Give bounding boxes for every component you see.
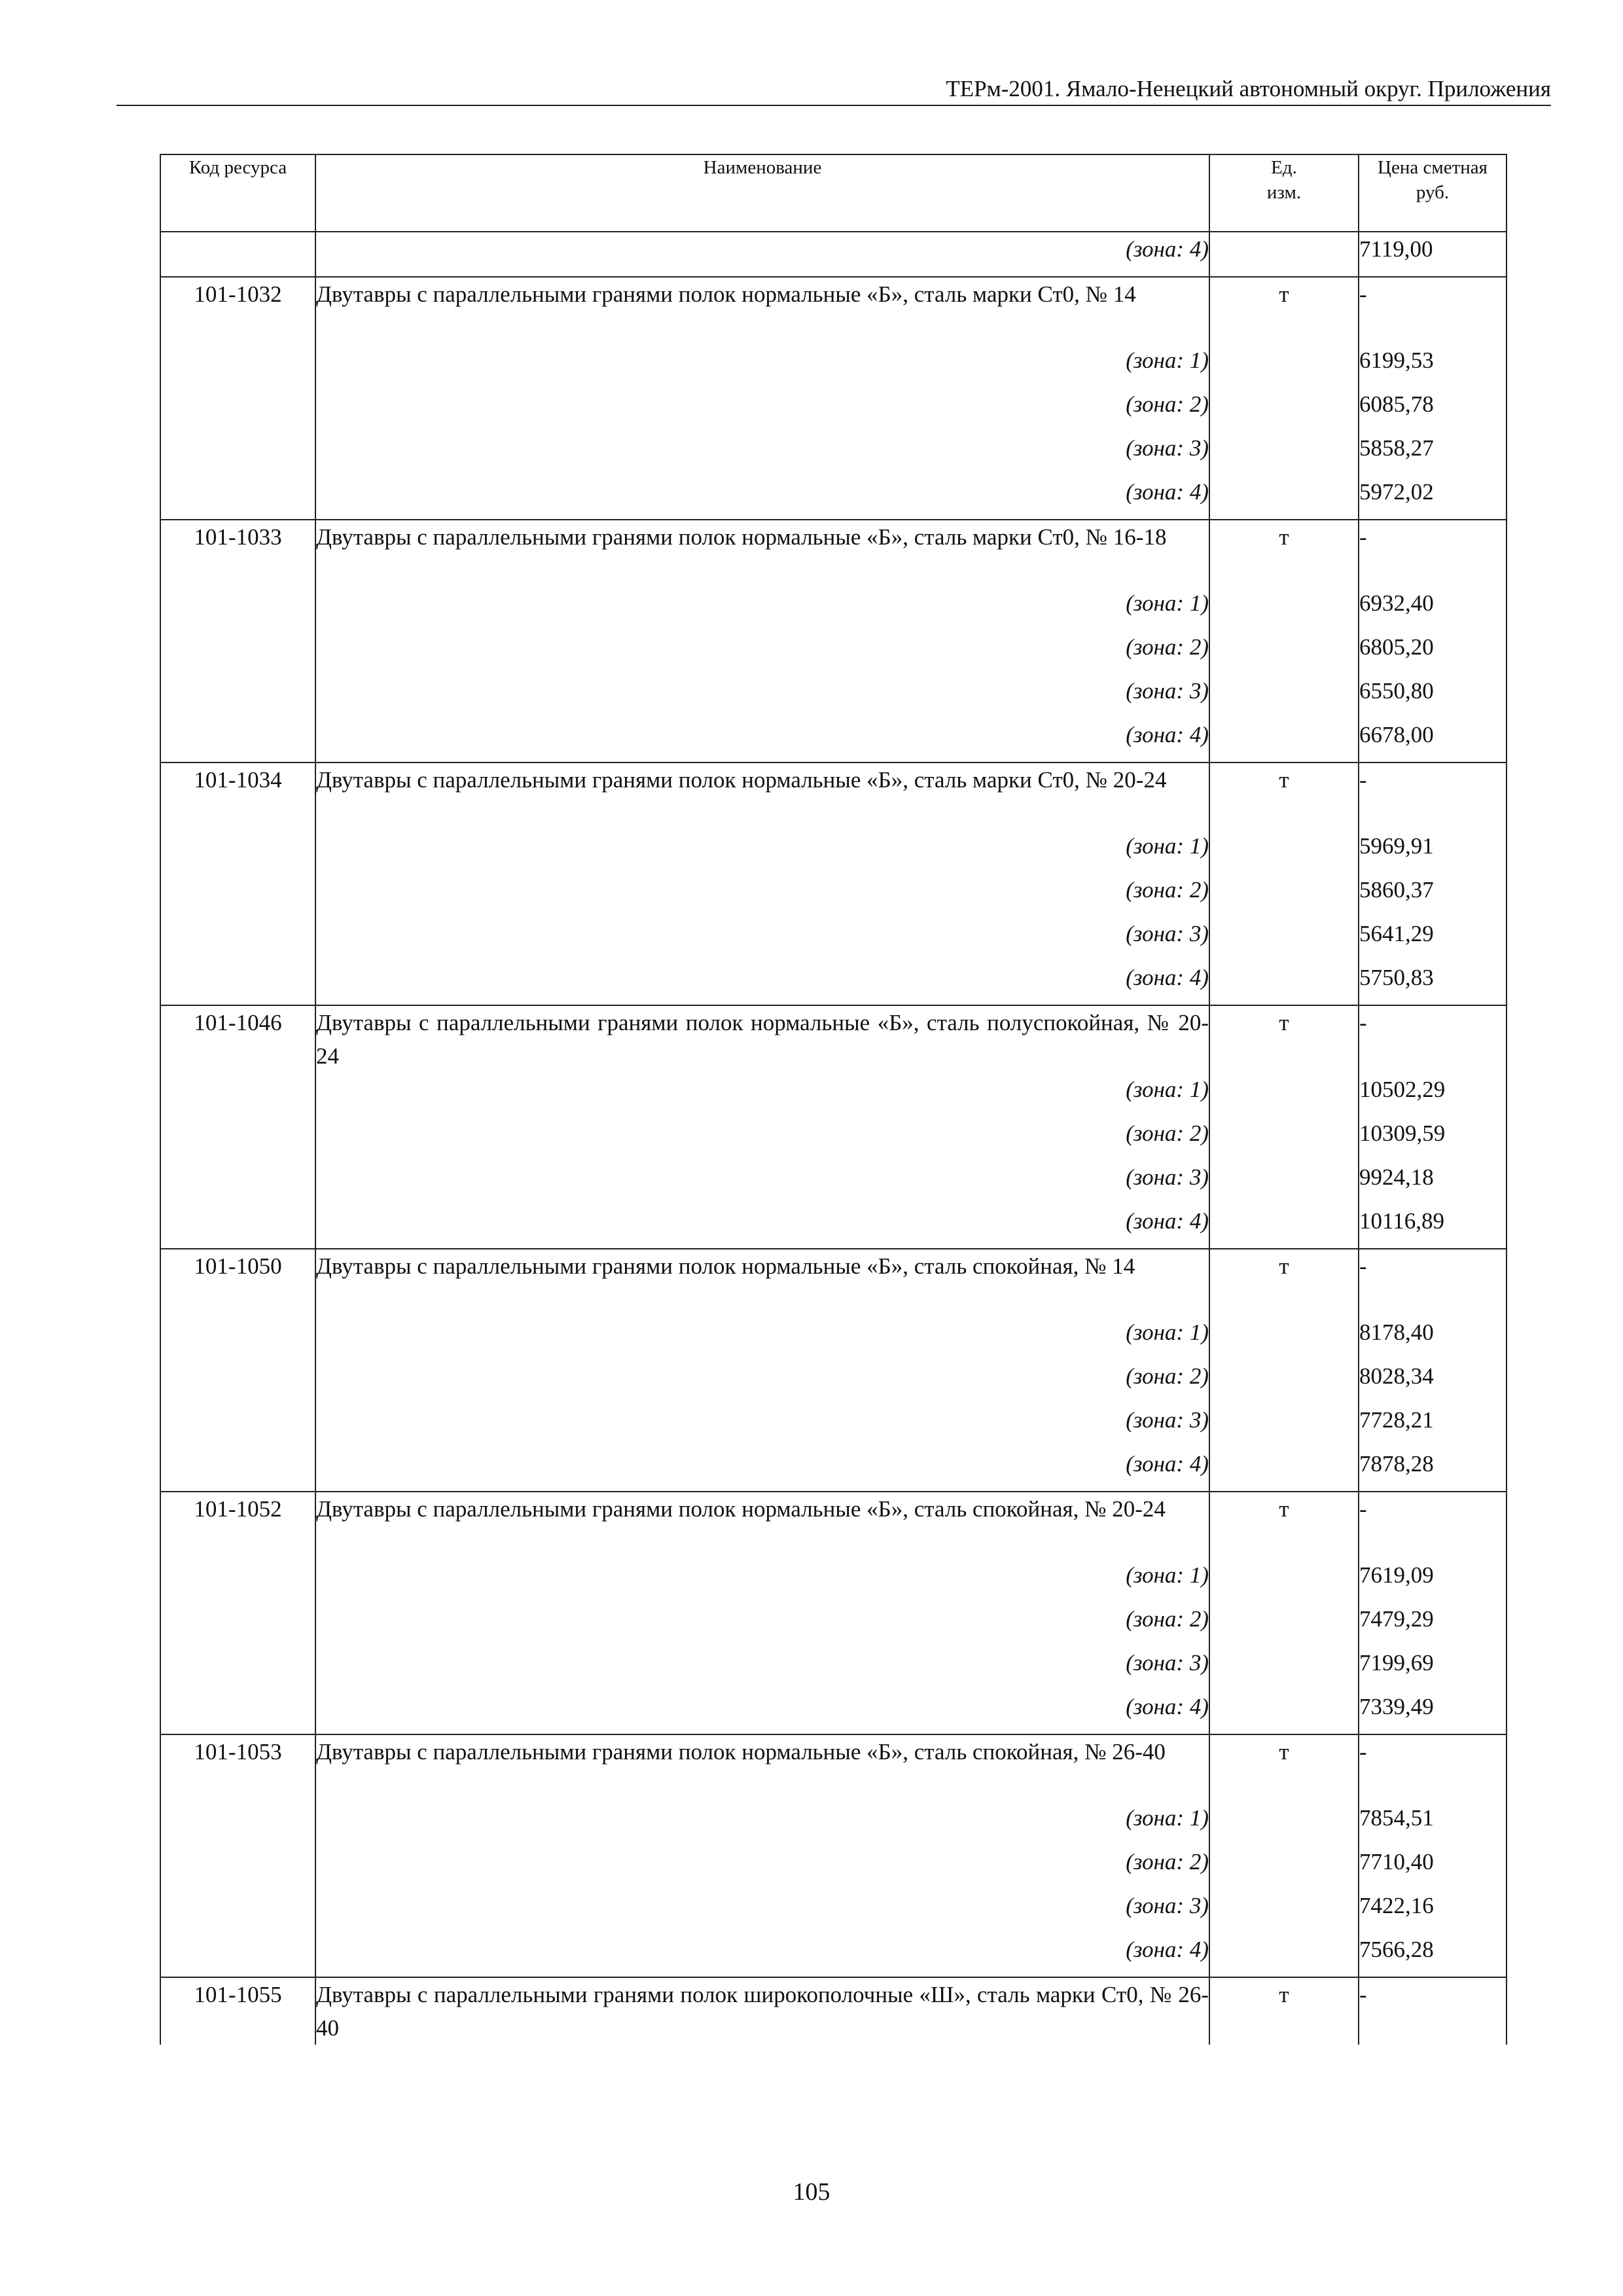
- zone-label: (зона: 3): [315, 917, 1209, 961]
- unit-of-measure: т: [1209, 1249, 1359, 1316]
- unit-cell: [1209, 630, 1359, 674]
- header-unit-line1: Ед.: [1271, 157, 1297, 178]
- header-rule: [116, 105, 1551, 106]
- zone-price: 5750,83: [1359, 961, 1507, 1005]
- unit-cell: [1209, 961, 1359, 1005]
- unit-cell: [1209, 1073, 1359, 1117]
- header-name: Наименование: [315, 154, 1209, 232]
- code-cell: [160, 1204, 315, 1249]
- resource-code: 101-1052: [160, 1492, 315, 1558]
- code-cell: [160, 829, 315, 873]
- code-cell: [160, 1359, 315, 1403]
- zone-label: (зона: 2): [315, 873, 1209, 917]
- zone-row: [160, 431, 1507, 475]
- zone-label: (зона: 2): [315, 387, 1209, 431]
- zone-row: [160, 387, 1507, 431]
- code-cell: [160, 1801, 315, 1845]
- estimated-price: -: [1359, 1977, 1507, 2045]
- code-cell: [160, 1845, 315, 1889]
- unit-cell: [1209, 431, 1359, 475]
- unit-cell: [1209, 1316, 1359, 1359]
- zone-price: 6199,53: [1359, 344, 1507, 387]
- table-row: [160, 520, 1507, 586]
- estimated-price: -: [1359, 1734, 1507, 1801]
- unit-of-measure: т: [1209, 520, 1359, 586]
- zone-label: (зона: 1): [315, 1073, 1209, 1117]
- unit-cell: [1209, 1160, 1359, 1204]
- zone-label: (зона: 2): [315, 1359, 1209, 1403]
- code-cell: [160, 586, 315, 630]
- code-cell: [160, 1117, 315, 1160]
- zone-price: 5860,37: [1359, 873, 1507, 917]
- header-price-line2: руб.: [1416, 182, 1450, 203]
- unit-of-measure: т: [1209, 277, 1359, 344]
- zone-row: [160, 1801, 1507, 1845]
- table-body: [160, 232, 1507, 2045]
- unit-of-measure: т: [1209, 1005, 1359, 1073]
- zone-row: [160, 1117, 1507, 1160]
- unit-of-measure: т: [1209, 762, 1359, 829]
- code-cell: [160, 718, 315, 762]
- zone-price: 6932,40: [1359, 586, 1507, 630]
- zone-label: (зона: 3): [315, 1160, 1209, 1204]
- zone-label: (зона: 3): [315, 431, 1209, 475]
- zone-label: (зона: 2): [315, 1117, 1209, 1160]
- zone-label: (зона: 3): [315, 1403, 1209, 1447]
- zone-row: [160, 1602, 1507, 1646]
- zone-row: [160, 1845, 1507, 1889]
- header-unit: [1209, 154, 1359, 232]
- zone-row: [160, 1447, 1507, 1492]
- code-cell: [160, 1646, 315, 1690]
- zone-row: [160, 1646, 1507, 1690]
- zone-label: (зона: 2): [315, 1602, 1209, 1646]
- unit-cell: [1209, 1602, 1359, 1646]
- zone-row: [160, 1160, 1507, 1204]
- unit-cell: [1209, 1646, 1359, 1690]
- price-table: [160, 154, 1507, 2045]
- zone-label: (зона: 1): [315, 586, 1209, 630]
- zone-row: [160, 674, 1507, 718]
- unit-cell: [1209, 387, 1359, 431]
- code-cell: [160, 1403, 315, 1447]
- zone-label: (зона: 1): [315, 1558, 1209, 1602]
- zone-price: 6678,00: [1359, 718, 1507, 762]
- code-cell: [160, 674, 315, 718]
- zone-price: 7566,28: [1359, 1933, 1507, 1977]
- zone-price: 7878,28: [1359, 1447, 1507, 1492]
- zone-row: [160, 829, 1507, 873]
- zone-label: (зона: 1): [315, 829, 1209, 873]
- zone-label: (зона: 4): [315, 475, 1209, 520]
- unit-cell: [1209, 1558, 1359, 1602]
- page-number: 105: [793, 2178, 830, 2206]
- zone-price: 8178,40: [1359, 1316, 1507, 1359]
- resource-name: Двутавры с параллельными гранями полок нормальные «Б», сталь полуспокойная, № 20-24: [315, 1005, 1209, 1073]
- zone-label: (зона: 4): [315, 961, 1209, 1005]
- resource-name: Двутавры с параллельными гранями полок нормальные «Б», сталь спокойная, № 26-40: [315, 1734, 1209, 1801]
- resource-code: 101-1050: [160, 1249, 315, 1316]
- zone-price: 6805,20: [1359, 630, 1507, 674]
- zone-price: 7422,16: [1359, 1889, 1507, 1933]
- table-row: [160, 1977, 1507, 2045]
- estimated-price: -: [1359, 1492, 1507, 1558]
- zone-price: 7619,09: [1359, 1558, 1507, 1602]
- unit-cell: [1209, 873, 1359, 917]
- unit-cell: [1209, 1845, 1359, 1889]
- resource-name: Двутавры с параллельными гранями полок нормальные «Б», сталь марки Ст0, № 16-18: [315, 520, 1209, 586]
- unit-of-measure: т: [1209, 1734, 1359, 1801]
- zone-row: [160, 1073, 1507, 1117]
- zone-price: 6085,78: [1359, 387, 1507, 431]
- unit-of-measure: т: [1209, 1977, 1359, 2045]
- zone-price: 10309,59: [1359, 1117, 1507, 1160]
- unit-cell: [1209, 586, 1359, 630]
- unit-cell: [1209, 718, 1359, 762]
- zone-label: (зона: 3): [315, 674, 1209, 718]
- resource-name: Двутавры с параллельными гранями полок широкополочные «Ш», сталь марки Ст0, № 26-40: [315, 1977, 1209, 2045]
- resource-name: Двутавры с параллельными гранями полок нормальные «Б», сталь спокойная, № 14: [315, 1249, 1209, 1316]
- zone-label: (зона: 3): [315, 1646, 1209, 1690]
- unit-cell: [1209, 917, 1359, 961]
- zone-row: [160, 718, 1507, 762]
- unit-of-measure: т: [1209, 1492, 1359, 1558]
- resource-name: Двутавры с параллельными гранями полок нормальные «Б», сталь марки Ст0, № 20-24: [315, 762, 1209, 829]
- unit-cell: [1209, 1447, 1359, 1492]
- zone-row: [160, 1316, 1507, 1359]
- resource-code: 101-1034: [160, 762, 315, 829]
- code-cell: [160, 1160, 315, 1204]
- zone-price: 7710,40: [1359, 1845, 1507, 1889]
- code-cell: [160, 873, 315, 917]
- code-cell: [160, 961, 315, 1005]
- zone-row: [160, 873, 1507, 917]
- zone-row: [160, 344, 1507, 387]
- zone-row: [160, 1889, 1507, 1933]
- unit-cell: [1209, 829, 1359, 873]
- header-price-line1: Цена сметная: [1378, 157, 1488, 178]
- zone-row: [160, 1933, 1507, 1977]
- continued-zone-row: [160, 232, 1507, 277]
- unit-cell: [1209, 1403, 1359, 1447]
- resource-code: 101-1055: [160, 1977, 315, 2045]
- zone-label: (зона: 4): [315, 1204, 1209, 1249]
- table-row: [160, 762, 1507, 829]
- code-cell: [160, 1447, 315, 1492]
- zone-price: 7339,49: [1359, 1690, 1507, 1734]
- unit-cell: [1209, 1889, 1359, 1933]
- zone-row: [160, 1204, 1507, 1249]
- estimated-price: -: [1359, 1249, 1507, 1316]
- zone-price: 5641,29: [1359, 917, 1507, 961]
- zone-price: 7119,00: [1359, 232, 1507, 277]
- zone-price: 5969,91: [1359, 829, 1507, 873]
- code-cell: [160, 630, 315, 674]
- unit-cell: [1209, 1117, 1359, 1160]
- estimated-price: -: [1359, 520, 1507, 586]
- zone-row: [160, 586, 1507, 630]
- estimated-price: -: [1359, 762, 1507, 829]
- zone-row: [160, 917, 1507, 961]
- resource-name: Двутавры с параллельными гранями полок нормальные «Б», сталь спокойная, № 20-24: [315, 1492, 1209, 1558]
- zone-price: 7479,29: [1359, 1602, 1507, 1646]
- zone-label: (зона: 4): [315, 1690, 1209, 1734]
- table-row: [160, 1249, 1507, 1316]
- code-cell: [160, 917, 315, 961]
- zone-label: (зона: 4): [315, 718, 1209, 762]
- zone-label: (зона: 1): [315, 1316, 1209, 1359]
- resource-code: 101-1046: [160, 1005, 315, 1073]
- zone-price: 6550,80: [1359, 674, 1507, 718]
- zone-row: [160, 961, 1507, 1005]
- zone-price: 8028,34: [1359, 1359, 1507, 1403]
- resource-name: Двутавры с параллельными гранями полок нормальные «Б», сталь марки Ст0, № 14: [315, 277, 1209, 344]
- zone-label: (зона: 4): [315, 232, 1209, 277]
- code-cell: [160, 1316, 315, 1359]
- estimated-price: -: [1359, 1005, 1507, 1073]
- running-header: ТЕРм-2001. Ямало-Ненецкий автономный округ. Приложения: [946, 76, 1551, 101]
- header-code: Код ресурса: [160, 154, 315, 232]
- unit-cell: [1209, 475, 1359, 520]
- code-cell: [160, 1073, 315, 1117]
- code-cell: [160, 1933, 315, 1977]
- resource-code: 101-1032: [160, 277, 315, 344]
- table-row: [160, 1734, 1507, 1801]
- header-price: [1359, 154, 1507, 232]
- code-cell: [160, 431, 315, 475]
- code-cell: [160, 1690, 315, 1734]
- header-unit-line2: изм.: [1266, 182, 1302, 203]
- zone-label: (зона: 2): [315, 630, 1209, 674]
- code-cell: [160, 1602, 315, 1646]
- zone-row: [160, 1690, 1507, 1734]
- zone-label: (зона: 2): [315, 1845, 1209, 1889]
- code-cell: [160, 1558, 315, 1602]
- zone-price: 10116,89: [1359, 1204, 1507, 1249]
- zone-price: 5858,27: [1359, 431, 1507, 475]
- unit-cell: [1209, 1204, 1359, 1249]
- zone-label: (зона: 1): [315, 1801, 1209, 1845]
- table-row: [160, 1492, 1507, 1558]
- unit-cell: [1209, 1359, 1359, 1403]
- unit-cell: [1209, 232, 1359, 277]
- zone-price: 7728,21: [1359, 1403, 1507, 1447]
- resource-code: 101-1053: [160, 1734, 315, 1801]
- zone-price: 5972,02: [1359, 475, 1507, 520]
- zone-row: [160, 1403, 1507, 1447]
- unit-cell: [1209, 1933, 1359, 1977]
- zone-label: (зона: 4): [315, 1933, 1209, 1977]
- zone-label: (зона: 1): [315, 344, 1209, 387]
- table-row: [160, 1005, 1507, 1073]
- zone-label: (зона: 3): [315, 1889, 1209, 1933]
- code-cell: [160, 232, 315, 277]
- zone-price: 10502,29: [1359, 1073, 1507, 1117]
- code-cell: [160, 387, 315, 431]
- unit-cell: [1209, 344, 1359, 387]
- table-row: [160, 277, 1507, 344]
- zone-price: 9924,18: [1359, 1160, 1507, 1204]
- zone-row: [160, 1558, 1507, 1602]
- unit-cell: [1209, 1690, 1359, 1734]
- unit-cell: [1209, 1801, 1359, 1845]
- table-header: [160, 154, 1507, 232]
- estimated-price: -: [1359, 277, 1507, 344]
- code-cell: [160, 475, 315, 520]
- code-cell: [160, 1889, 315, 1933]
- zone-label: (зона: 4): [315, 1447, 1209, 1492]
- zone-price: 7199,69: [1359, 1646, 1507, 1690]
- zone-price: 7854,51: [1359, 1801, 1507, 1845]
- zone-row: [160, 630, 1507, 674]
- unit-cell: [1209, 674, 1359, 718]
- resource-code: 101-1033: [160, 520, 315, 586]
- zone-row: [160, 475, 1507, 520]
- zone-row: [160, 1359, 1507, 1403]
- code-cell: [160, 344, 315, 387]
